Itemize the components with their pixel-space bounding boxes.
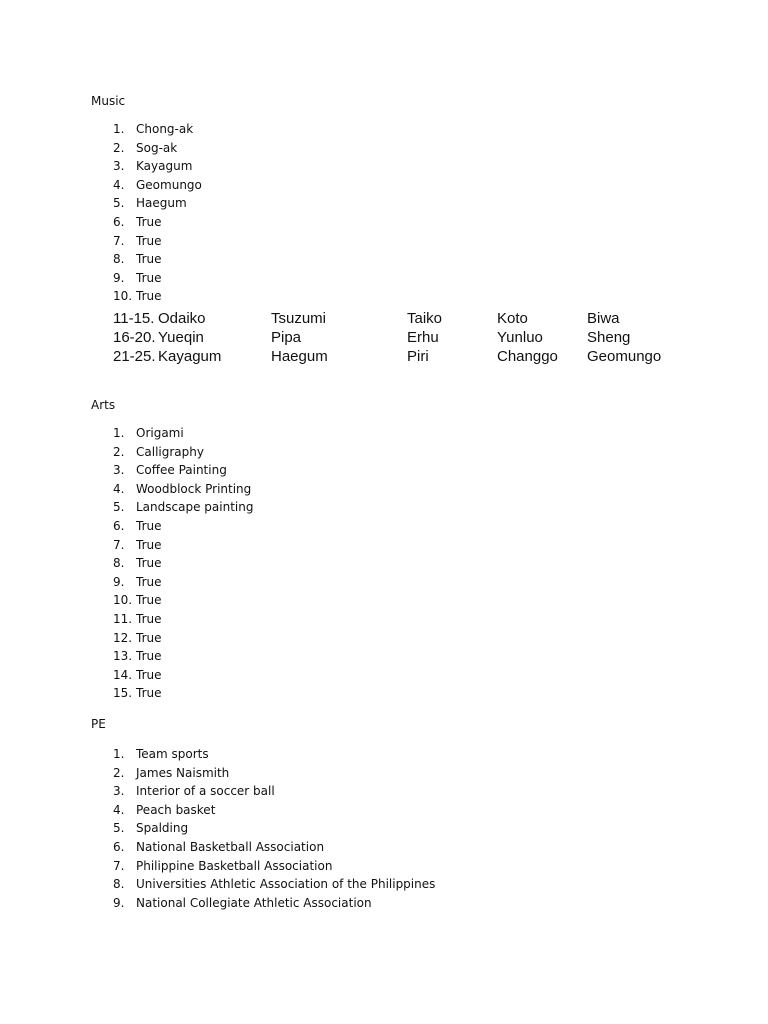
list-text: True	[136, 252, 162, 267]
table-cell: Kayagum	[158, 348, 222, 365]
list-number: 8.	[113, 556, 125, 571]
list-text: Geomungo	[136, 177, 202, 192]
list-number: 6.	[113, 214, 125, 229]
arts-heading: Arts	[91, 398, 116, 412]
list-number: 8.	[113, 252, 125, 267]
list-text: Universities Athletic Association of the Philippines	[136, 877, 436, 892]
list-number: 2.	[113, 444, 125, 459]
table-cell: Changgo	[497, 348, 558, 365]
list-text: True	[136, 611, 162, 626]
list-text: True	[136, 574, 162, 589]
list-number: 1.	[113, 426, 125, 440]
list-number: 5.	[113, 500, 125, 515]
list-text: True	[136, 289, 162, 304]
list-text: Coffee Painting	[136, 463, 227, 478]
table-cell: Yunluo	[497, 329, 543, 346]
table-cell-range: 11-15.	[113, 310, 155, 327]
table-cell: Geomungo	[587, 348, 662, 365]
list-number: 9.	[113, 270, 125, 285]
list-number: 10.	[113, 593, 133, 608]
table-cell-range: 21-25.	[113, 348, 156, 365]
list-text: True	[136, 649, 162, 664]
table-cell: Sheng	[587, 329, 631, 346]
list-text: Sog-ak	[136, 140, 178, 155]
list-number: 1.	[113, 122, 125, 136]
list-number: 4.	[113, 481, 125, 496]
list-text: Woodblock Printing	[136, 481, 252, 496]
list-text: True	[136, 593, 162, 608]
list-number: 13.	[113, 649, 133, 664]
list-text: Kayagum	[136, 159, 193, 174]
list-text: Chong-ak	[136, 122, 194, 136]
pe-heading: PE	[91, 717, 106, 731]
list-number: 9.	[113, 895, 125, 910]
list-number: 7.	[113, 858, 125, 873]
list-text: True	[136, 270, 162, 285]
list-text: Team sports	[136, 747, 209, 761]
list-number: 12.	[113, 630, 133, 645]
list-number: 4.	[113, 177, 125, 192]
list-text: Interior of a soccer ball	[136, 784, 275, 799]
list-number: 9.	[113, 574, 125, 589]
list-text: True	[136, 214, 162, 229]
list-text: True	[136, 537, 162, 552]
list-text: James Naismith	[136, 765, 230, 780]
table-cell: Yueqin	[158, 329, 204, 346]
table-cell: Taiko	[407, 310, 443, 327]
table-cell: Pipa	[271, 329, 302, 346]
list-text: True	[136, 556, 162, 571]
table-cell-range: 16-20.	[113, 329, 156, 346]
table-cell: Haegum	[271, 348, 328, 365]
list-number: 2.	[113, 765, 125, 780]
list-number: 2.	[113, 140, 125, 155]
table-cell: Odaiko	[158, 310, 206, 327]
list-text: Haegum	[136, 196, 187, 211]
list-number: 3.	[113, 784, 125, 799]
table-cell: Koto	[497, 310, 528, 327]
list-number: 8.	[113, 877, 125, 892]
list-text: Peach basket	[136, 802, 216, 817]
table-cell: Piri	[407, 348, 429, 365]
list-text: True	[136, 233, 162, 248]
list-number: 15.	[113, 686, 133, 701]
list-number: 11.	[113, 611, 133, 626]
list-text: Philippine Basketball Association	[136, 858, 333, 873]
list-number: 4.	[113, 802, 125, 817]
list-number: 5.	[113, 821, 125, 836]
list-number: 1.	[113, 747, 125, 761]
list-number: 14.	[113, 667, 133, 682]
list-number: 10.	[113, 289, 133, 304]
list-text: True	[136, 518, 162, 533]
list-text: National Collegiate Athletic Association	[136, 895, 372, 910]
list-number: 7.	[113, 233, 125, 248]
table-cell: Erhu	[407, 329, 439, 346]
list-text: National Basketball Association	[136, 839, 325, 854]
list-number: 3.	[113, 463, 125, 478]
list-text: True	[136, 630, 162, 645]
list-text: Origami	[136, 426, 184, 440]
list-text: True	[136, 667, 162, 682]
music-heading: Music	[91, 94, 126, 108]
list-text: True	[136, 686, 162, 701]
list-text: Spalding	[136, 821, 189, 836]
list-number: 6.	[113, 839, 125, 854]
list-text: Landscape painting	[136, 500, 254, 515]
table-cell: Biwa	[587, 310, 620, 327]
table-cell: Tsuzumi	[271, 310, 327, 327]
list-text: Calligraphy	[136, 444, 204, 459]
list-number: 5.	[113, 196, 125, 211]
list-number: 6.	[113, 518, 125, 533]
list-number: 3.	[113, 159, 125, 174]
list-number: 7.	[113, 537, 125, 552]
